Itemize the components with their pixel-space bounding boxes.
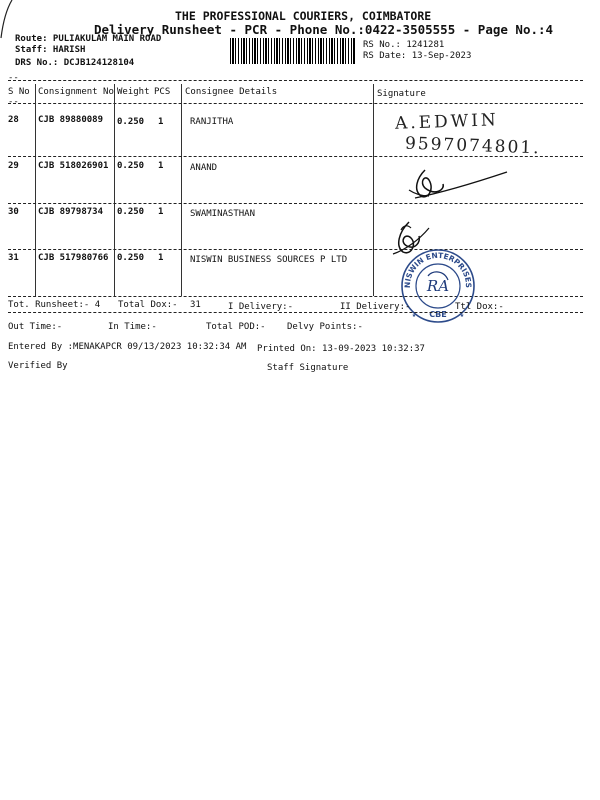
row-weight: 0.250 (117, 117, 145, 127)
total-dox-label: Total Dox:- (118, 300, 178, 310)
rule-top (8, 80, 583, 81)
row-weight: 0.250 (117, 253, 145, 263)
printed-on: Printed On: 13-09-2023 10:32:37 (257, 344, 425, 354)
col-divider (35, 84, 36, 296)
col-consignee: Consignee Details (185, 87, 278, 97)
row-consignee: SWAMINASTHAN (190, 209, 256, 219)
entered-by: Entered By :MENAKAPCR 09/13/2023 10:32:34 AM (8, 342, 247, 352)
row-pcs: 1 (158, 117, 164, 127)
i-delivery: I Delivery:- (228, 302, 294, 312)
row-weight: 0.250 (117, 161, 145, 171)
rs-number: RS No.: 1241281 (363, 40, 445, 50)
row-sno: 31 (8, 253, 19, 263)
scan-edge-mark (0, 0, 14, 40)
out-time: Out Time:- (8, 322, 63, 332)
col-pcs: PCS (154, 87, 171, 97)
runsheet-title: Delivery Runsheet - PCR - Phone No.:0422-3505555 - Page No.:4 (94, 22, 554, 37)
row-sno: 30 (8, 207, 19, 217)
col-weight: Weight (117, 87, 150, 97)
handwritten-phone: 9597074801. (404, 133, 541, 159)
staff-label: Staff: HARISH (15, 45, 86, 55)
total-dox-value: 31 (190, 300, 201, 310)
row-pcs: 1 (158, 161, 164, 171)
rs-date: RS Date: 13-Sep-2023 (363, 51, 472, 61)
row-sno: 29 (8, 161, 19, 171)
row-pcs: 1 (158, 207, 164, 217)
row-consignee: RANJITHA (190, 117, 234, 127)
row-consignment: CJB 89880089 (38, 115, 104, 125)
total-pod: Total POD:- (206, 322, 266, 332)
row-sno: 28 (8, 115, 19, 125)
row-consignment: CJB 89798734 (38, 207, 104, 217)
col-sno: S No (8, 87, 30, 97)
row-consignee: ANAND (190, 163, 218, 173)
dash-mark: -- (8, 97, 19, 107)
in-time: In Time:- (108, 322, 157, 332)
barcode (230, 38, 356, 64)
svg-text:★: ★ (459, 311, 465, 319)
row-pcs: 1 (158, 253, 164, 263)
row-rule (8, 249, 583, 250)
row-weight: 0.250 (117, 207, 145, 217)
company-name: THE PROFESSIONAL COURIERS, COIMBATORE (175, 9, 432, 23)
stamp-initials: RA (426, 277, 450, 295)
col-signature: Signature (377, 89, 426, 99)
staff-signature: Staff Signature (267, 363, 349, 373)
stamp-top-text: NISWIN ENTERPRISES (402, 250, 474, 289)
svg-text:★: ★ (411, 311, 417, 319)
drs-number: DRS No.: DCJB124128104 (15, 58, 135, 68)
delvy-points: Delvy Points:- (287, 322, 363, 332)
company-stamp (398, 246, 478, 326)
summary-rule (8, 312, 583, 313)
stamp-bottom-text: CBE (429, 310, 447, 319)
row-rule (8, 296, 583, 297)
col-divider (373, 84, 374, 296)
signature-scribble (395, 160, 515, 205)
ii-delivery: II Delivery:- (340, 302, 411, 312)
rule-header (8, 103, 583, 104)
dash-mark: -- (8, 73, 19, 83)
row-consignment: CJB 518026901 (38, 161, 109, 171)
col-divider (114, 84, 115, 296)
col-consignment: Consignment No (38, 87, 114, 97)
handwritten-name: A.EDWIN (394, 110, 500, 134)
route-label: Route: PULIAKULAM MAIN ROAD (15, 34, 162, 44)
row-consignment: CJB 517980766 (38, 253, 109, 263)
ttl-dox: Ttl Dox:- (455, 302, 504, 312)
col-divider (181, 84, 182, 296)
row-consignee: NISWIN BUSINESS SOURCES P LTD (190, 255, 348, 265)
tot-runsheet: Tot. Runsheet:- 4 (8, 300, 101, 310)
verified-by: Verified By (8, 361, 68, 371)
